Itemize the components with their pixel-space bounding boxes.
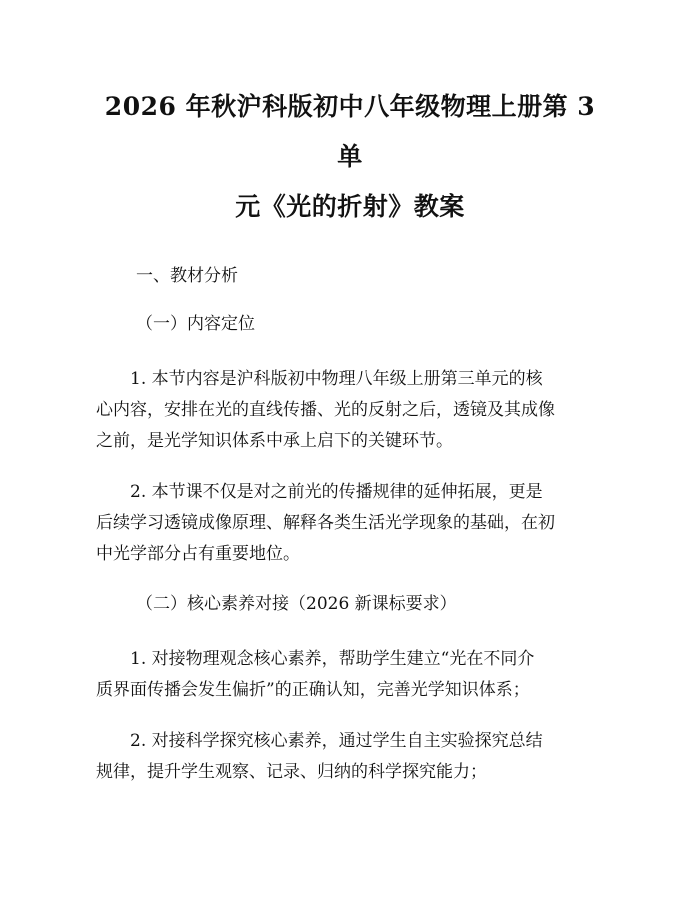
paragraph bbox=[96, 644, 604, 706]
title-line: 元《光的折射》教案 bbox=[235, 192, 465, 221]
paragraph bbox=[96, 364, 604, 457]
paragraph-line: 心内容，安排在光的直线传播、光的反射之后，透镜及其成像 bbox=[96, 400, 555, 420]
paragraph bbox=[96, 726, 604, 788]
subsection-heading-content-positioning: （一）内容定位 bbox=[136, 314, 255, 334]
paragraph-line: 中光学部分占有重要地位。 bbox=[96, 544, 300, 564]
paragraph-line: 1. 本节内容是沪科版初中物理八年级上册第三单元的核 bbox=[130, 369, 543, 389]
paragraph bbox=[96, 477, 604, 570]
paragraph-line: 之前，是光学知识体系中承上启下的关键环节。 bbox=[96, 431, 453, 451]
document-title bbox=[96, 82, 604, 232]
paragraph-line: 1. 对接物理观念核心素养，帮助学生建立“光在不同介 bbox=[130, 649, 535, 669]
title-line: 2026 年秋沪科版初中八年级物理上册第 3 单 bbox=[104, 92, 596, 171]
subsection-heading-core-literacy: （二）核心素养对接（2026 新课标要求） bbox=[136, 594, 457, 614]
section-heading-textbook-analysis: 一、教材分析 bbox=[136, 266, 238, 286]
paragraph-line: 2. 对接科学探究核心素养，通过学生自主实验探究总结 bbox=[130, 731, 543, 751]
paragraph-line: 后续学习透镜成像原理、解释各类生活光学现象的基础，在初 bbox=[96, 513, 555, 533]
paragraph-line: 质界面传播会发生偏折”的正确认知，完善光学知识体系； bbox=[96, 680, 530, 700]
paragraph-line: 规律，提升学生观察、记录、归纳的科学探究能力； bbox=[96, 762, 487, 782]
paragraph-line: 2. 本节课不仅是对之前光的传播规律的延伸拓展，更是 bbox=[130, 482, 543, 502]
